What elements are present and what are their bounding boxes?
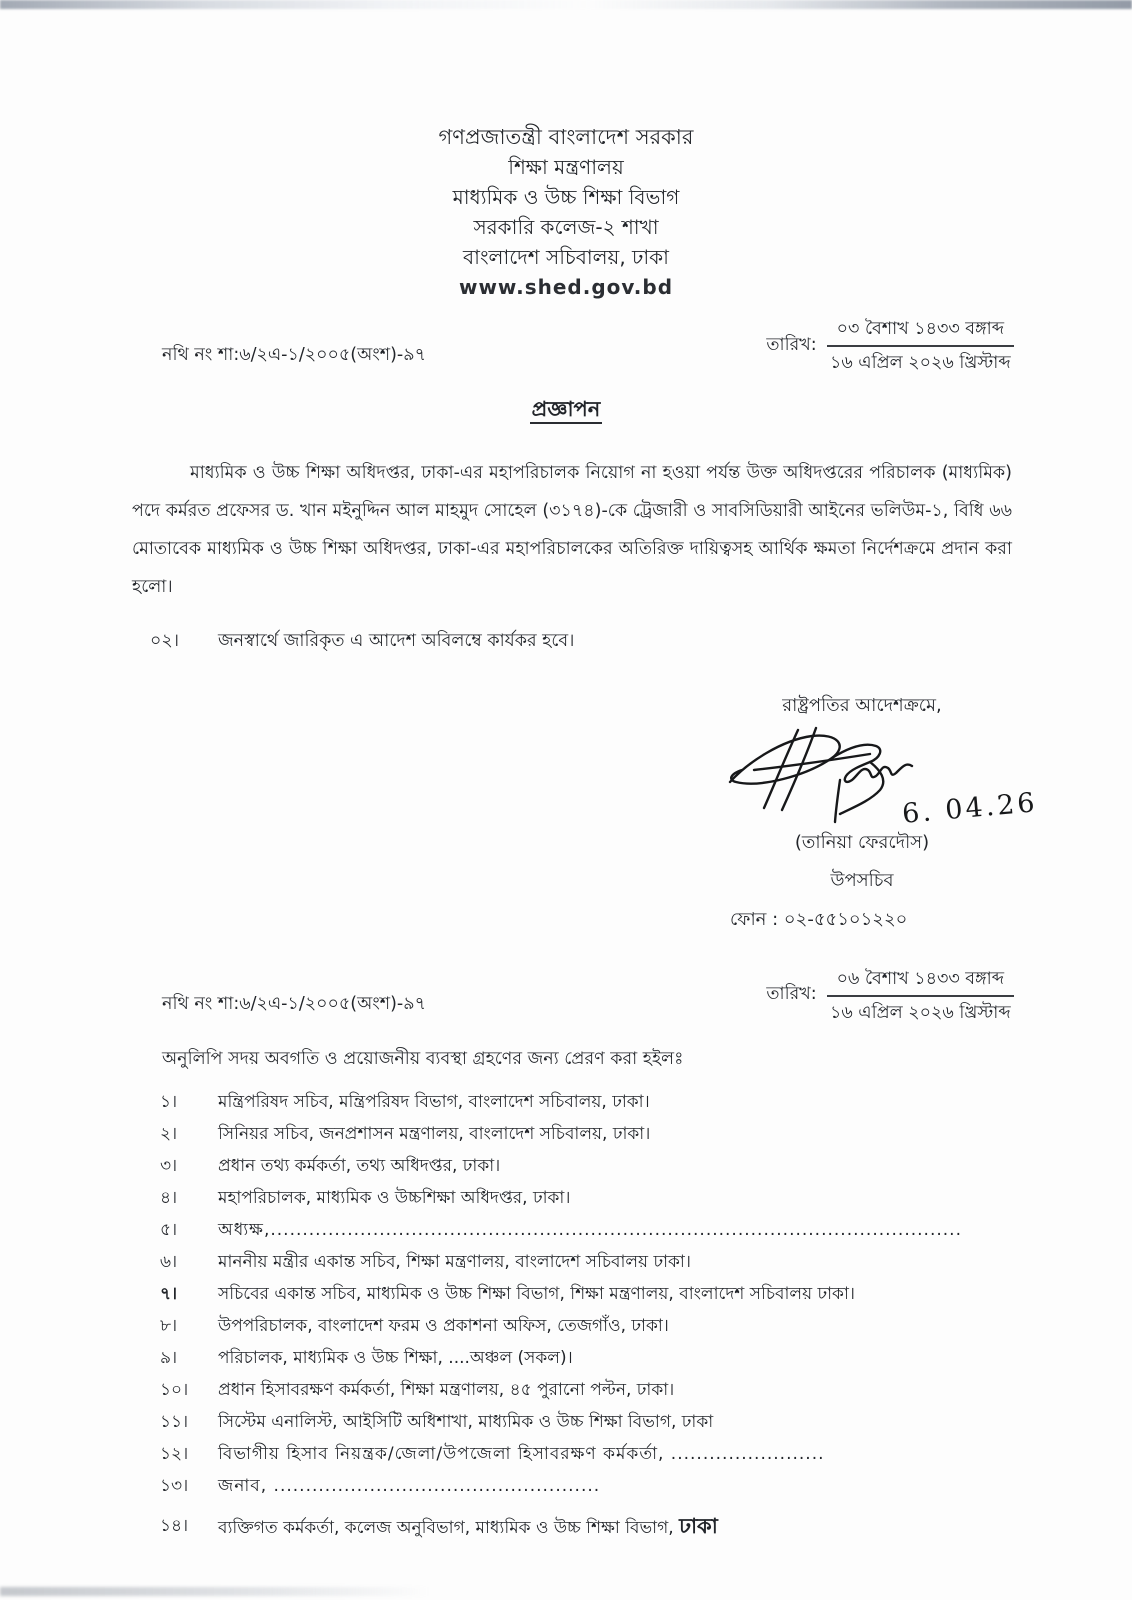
scan-artifact-bottom [0, 1587, 430, 1596]
list-item [160, 1283, 1032, 1306]
list-item-number: ১। [160, 1092, 178, 1112]
list-item [160, 1347, 1032, 1370]
memo1-date-bangla: ০৩ বৈশাখ ১৪৩৩ বঙ্গাব্দ [827, 316, 1014, 347]
list-item [160, 1443, 1032, 1466]
letterhead-ministry: শিক্ষা মন্ত্রণালয় [508, 155, 624, 179]
list-item [160, 1315, 1032, 1338]
list-item-text: বিভাগীয় হিসাব নিয়ন্ত্রক/জেলা/উপজেলা হিসাবরক্ষণ কর্মকর্তা, ........................ [218, 1444, 825, 1464]
memo2-ref-number: নথি নং শা:৬/২এ-১/২০০৫(অংশ)-৯৭ [162, 994, 426, 1014]
list-item-text: সিস্টেম এনালিস্ট, আইসিটি অধিশাখা, মাধ্যমিক ও উচ্চ শিক্ষা বিভাগ, ঢাকা [218, 1412, 714, 1432]
list-item [160, 1515, 1032, 1540]
list-item [160, 1219, 1032, 1242]
memo-title-text: প্রজ্ঞাপন [530, 397, 603, 424]
list-item-number: ৩। [160, 1156, 178, 1176]
list-item-number: ৯। [160, 1348, 178, 1368]
list-item [160, 1091, 1032, 1114]
memo2-date-label: তারিখ: [766, 984, 817, 1005]
list-item-text [218, 1515, 1032, 1540]
list-item [160, 1123, 1032, 1146]
list-item [160, 1251, 1032, 1274]
list-item-number: ৭। [160, 1284, 178, 1304]
letterhead-government: গণপ্রজাতন্ত্রী বাংলাদেশ সরকার [438, 125, 694, 149]
memo-body-paragraph: মাধ্যমিক ও উচ্চ শিক্ষা অধিদপ্তর, ঢাকা-এর মহাপরিচালক নিয়োগ না হওয়া পর্যন্ত উক্ত অধিদপ্তরের পরিচালক (মাধ্যমিক) পদে কর্মরত প্রফেসর ড. খান মইনুদ্দিন আল মাহমুদ সোহেল (৩১৭৪)-কে ট্রেজারী ও সাবসিডিয়ারী আইনের ভলিউম-১, বিধি ৬৬ মোতাবেক মাধ্যমিক ও উচ্চ শিক্ষা অধিদপ্তর, ঢাকা-এর মহাপরিচালকের অতিরিক্ত দায়িত্বসহ আর্থিক ক্ষমতা নির্দেশক্রমে প্রদান করা হলো। [132, 462, 1012, 597]
list-item [160, 1187, 1032, 1210]
memo2-date-bangla: ০৬ বৈশাখ ১৪৩৩ বঙ্গাব্দ [827, 966, 1014, 997]
memo1-date-stack [827, 316, 1014, 377]
memo1-ref-number: নথি নং শা:৬/২এ-১/২০০৫(অংশ)-৯৭ [162, 344, 426, 365]
paragraph-02-number: ০২। [150, 630, 180, 651]
letterhead-branch: সরকারি কলেজ-২ শাখা [473, 215, 659, 239]
signatory-name: (তানিয়া ফেরদৌস) [794, 831, 930, 853]
handwritten-date: 6. 04.26 [901, 786, 1040, 830]
list-item-number: ৮। [160, 1316, 178, 1336]
list-item-text-main: ব্যক্তিগত কর্মকর্তা, কলেজ অনুবিভাগ, মাধ্যমিক ও উচ্চ শিক্ষা বিভাগ, [218, 1518, 680, 1538]
memo2-date-stack [827, 966, 1014, 1027]
list-item-text: সিনিয়র সচিব, জনপ্রশাসন মন্ত্রণালয়, বাংলাদেশ সচিবালয়, ঢাকা। [218, 1124, 651, 1144]
memo1-date-label: তারিখ: [766, 334, 817, 355]
list-item-text: অধ্যক্ষ,............................................................................................................ [218, 1220, 962, 1240]
memo-paragraph-02 [150, 628, 1012, 657]
letterhead-website: www.shed.gov.bd [458, 275, 674, 299]
list-item-text: মাননীয় মন্ত্রীর একান্ত সচিব, শিক্ষা মন্ত্রণালয়, বাংলাদেশ সচিবালয় ঢাকা। [218, 1252, 691, 1272]
list-item-text-emphasis: ঢাকা [679, 1514, 718, 1538]
list-item-text: প্রধান তথ্য কর্মকর্তা, তথ্য অধিদপ্তর, ঢাকা। [218, 1156, 501, 1176]
list-item-number: ১৪। [160, 1516, 189, 1536]
list-item-number: ৪। [160, 1188, 178, 1208]
list-item-text: প্রধান হিসাবরক্ষণ কর্মকর্তা, শিক্ষা মন্ত্রণালয়, ৪৫ পুরানো পল্টন, ঢাকা। [218, 1380, 675, 1400]
list-item-number: ২। [160, 1124, 178, 1144]
list-item [160, 1379, 1032, 1402]
signatory-phone: ফোন : ০২-৫৫১০১২২০ [730, 908, 908, 930]
list-item-text: সচিবের একান্ত সচিব, মাধ্যমিক ও উচ্চ শিক্ষা বিভাগ, শিক্ষা মন্ত্রণালয়, বাংলাদেশ সচিবালয় ঢাকা। [218, 1284, 855, 1304]
copy-distribution-intro: অনুলিপি সদয় অবগতি ও প্রয়োজনীয় ব্যবস্থা গ্রহণের জন্য প্রেরণ করা হইলঃ [162, 1049, 684, 1069]
signature-area [712, 724, 1040, 830]
memo2-date [766, 966, 1014, 1027]
copy-distribution-list [160, 1091, 1032, 1540]
list-item-number: ১০। [160, 1380, 189, 1400]
list-item-number: ৬। [160, 1252, 178, 1272]
list-item [160, 1155, 1032, 1178]
list-item [160, 1411, 1032, 1434]
scan-artifact-top [0, 0, 1132, 9]
list-item-text: মন্ত্রিপরিষদ সচিব, মন্ত্রিপরিষদ বিভাগ, বাংলাদেশ সচিবালয়, ঢাকা। [218, 1092, 650, 1112]
list-item-text: মহাপরিচালক, মাধ্যমিক ও উচ্চশিক্ষা অধিদপ্তর, ঢাকা। [218, 1188, 571, 1208]
list-item-number: ১১। [160, 1412, 189, 1432]
list-item-number: ১২। [160, 1444, 189, 1464]
signatory-designation: উপসচিব [830, 869, 894, 891]
memo-title [0, 393, 1132, 428]
paragraph-02-text: জনস্বার্থে জারিকৃত এ আদেশ অবিলম্বে কার্যকর হবে। [218, 630, 575, 651]
memo1-date [766, 316, 1014, 377]
list-item-text: পরিচালক, মাধ্যমিক ও উচ্চ শিক্ষা, ....অঞ্চল (সকল)। [218, 1348, 573, 1368]
list-item [160, 1475, 1032, 1498]
memo2-ref-date-row [162, 966, 1014, 1027]
list-item-number: ৫। [160, 1220, 178, 1240]
list-item-number: ১৩। [160, 1476, 189, 1496]
signature-block [712, 691, 1040, 936]
letterhead-address: বাংলাদেশ সচিবালয়, ঢাকা [463, 245, 669, 269]
list-item-text: জনাব, ................................................... [218, 1476, 601, 1496]
letterhead-division: মাধ্যমিক ও উচ্চ শিক্ষা বিভাগ [452, 185, 680, 209]
memo2-date-gregorian: ১৬ এপ্রিল ২০২৬ খ্রিস্টাব্দ [829, 1002, 1011, 1023]
by-order-text: রাষ্ট্রপতির আদেশক্রমে, [782, 694, 942, 716]
list-item-text: উপপরিচালক, বাংলাদেশ ফরম ও প্রকাশনা অফিস, তেজগাঁও, ঢাকা। [218, 1316, 669, 1336]
letterhead [0, 0, 1132, 302]
memo1-date-gregorian: ১৬ এপ্রিল ২০২৬ খ্রিস্টাব্দ [829, 353, 1011, 374]
memo1-ref-date-row [162, 316, 1014, 377]
